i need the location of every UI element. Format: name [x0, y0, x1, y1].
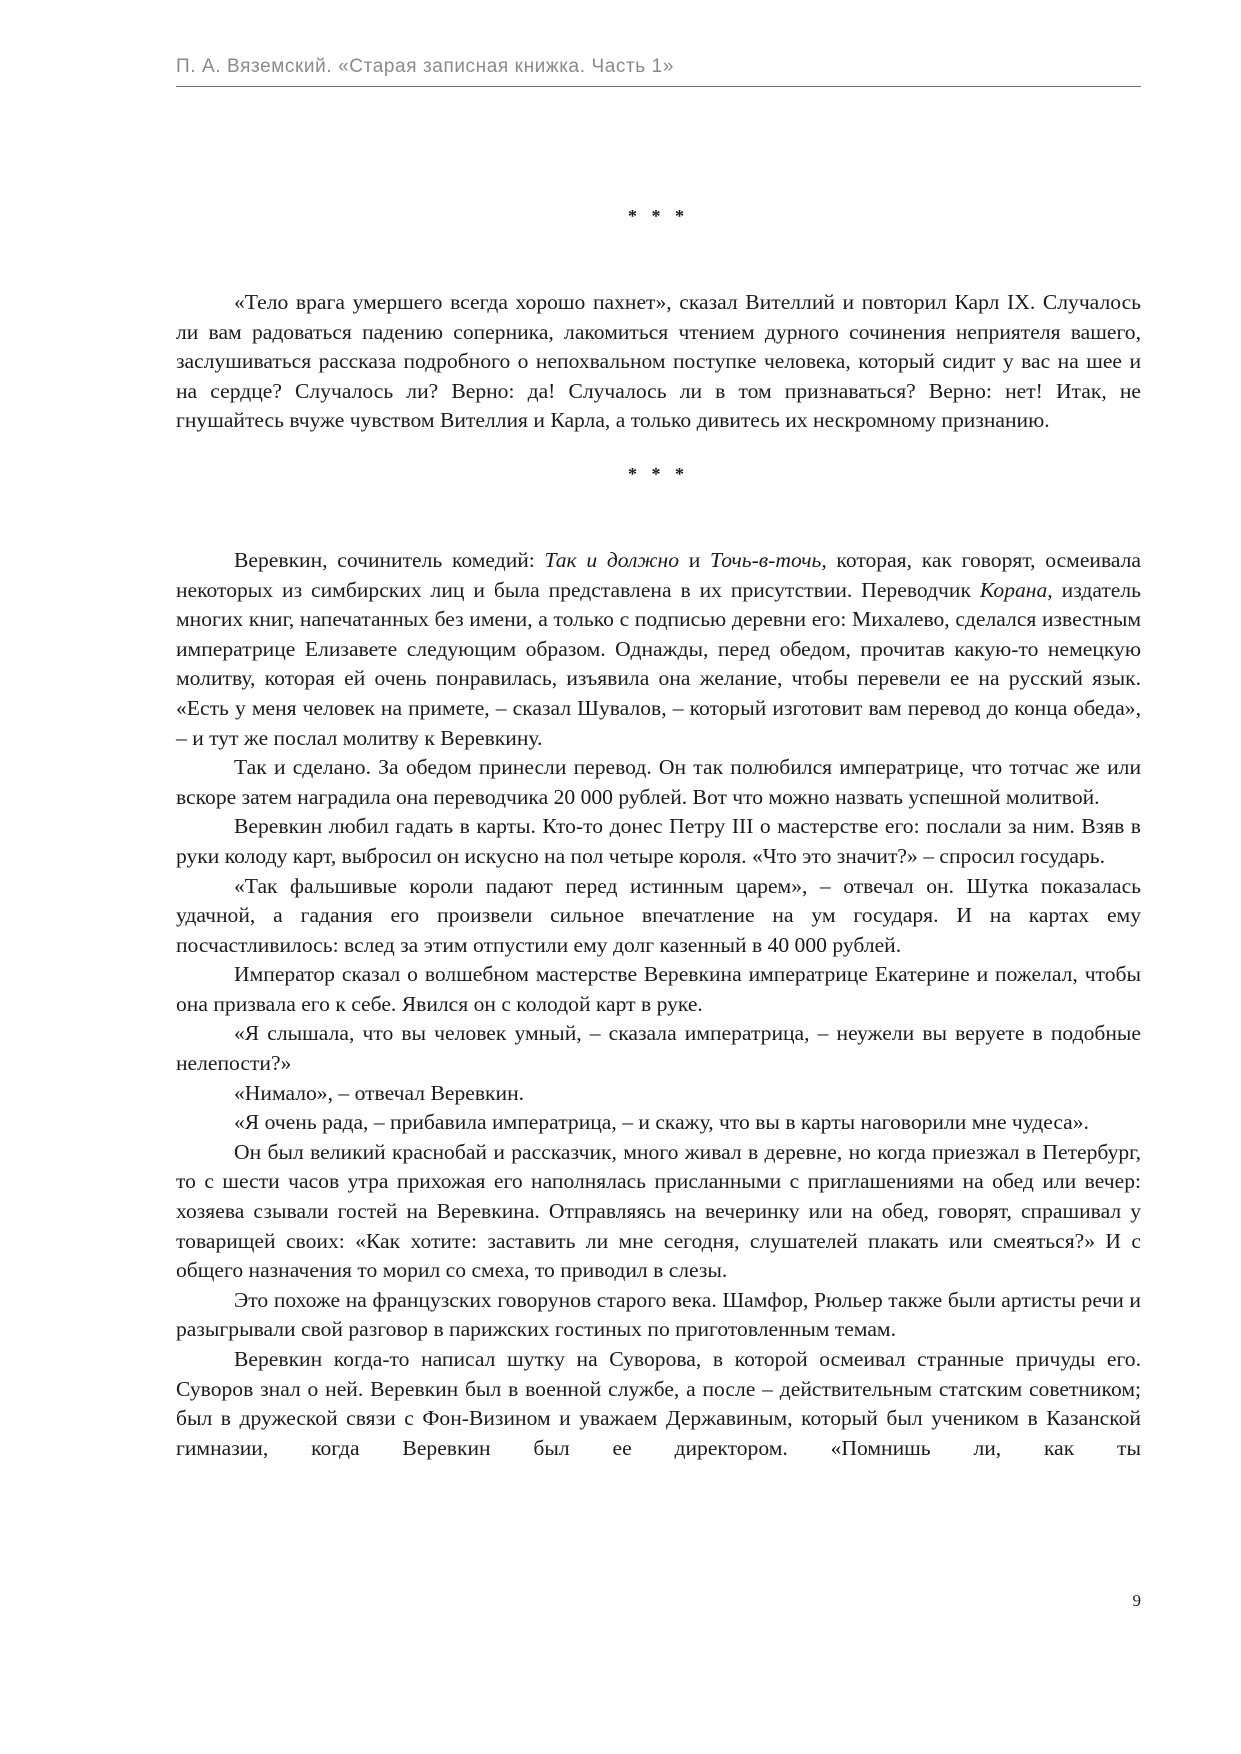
paragraph: Веревкин когда-то написал шутку на Суворова, в которой осмеивал странные причуды его. Суворов знал о ней. Веревкин был в военной службе, а после – действительным статским советником; был в дружеской связи с Фон-Визином и уважаем Державиным, который был учеником в Казанской гимназии, когда Веревкин был ее директором. «Помнишь ли, как ты	[176, 1347, 1141, 1460]
italic-title: Так и должно	[544, 547, 680, 572]
text-run: Веревкин, сочинитель комедий:	[234, 547, 545, 572]
text-run: издатель многих книг, напечатанных без имени, а только с подписью деревни его: Михалево, сделался известным императрице Елизавете следующим образом. Однажды, перед обедом, прочитав какую-то немецкую молитву, которая ей очень понравилась, изъявила она желание, чтобы перевели ее на русский язык. «Есть у меня человек на примете, – сказал Шувалов, – который изготовит вам перевод до конца обеда», – и тут же послал молитву к Веревкину.	[176, 577, 1141, 750]
paragraph: «Я слышала, что вы человек умный, – сказала императрица, – неужели вы веруете в подобные нелепости?»	[176, 1021, 1141, 1076]
paragraph: Так и сделано. За обедом принесли перевод. Он так полюбился императрице, что тотчас же или вскоре затем наградила она переводчика 20 000 рублей. Вот что можно назвать успешной молитвой.	[176, 755, 1141, 809]
italic-title: Точь-в-точь,	[710, 547, 827, 572]
section-separator: * * *	[628, 463, 689, 484]
header-rule	[176, 86, 1141, 87]
paragraph: «Тело врага умершего всегда хорошо пахнет», сказал Вителлий и повторил Карл IX. Случалось ли вам радоваться падению соперника, лакомиться чтением дурного сочинения неприятеля вашего, заслушиваться рассказа подробного о непохвальном поступке человека, который сидит у вас на шее и на сердце? Случалось ли? Верно: да! Случалось ли в том признаваться? Верно: нет! Итак, не гнушайтесь вчуже чувством Вителлия и Карла, а только дивитесь их нескромному признанию.	[176, 290, 1141, 433]
text-run: и	[679, 547, 711, 572]
paragraph: «Нимало», – отвечал Веревкин.	[234, 1080, 525, 1105]
paragraph: Это похоже на французских говорунов старого века. Шамфор, Рюльер также были артисты речи и разыгрывали свой разговор в парижских гостиных по приготовленным темам.	[176, 1287, 1141, 1342]
paragraph: «Я очень рада, – прибавила императрица, – и скажу, что вы в карты наговорили мне чудеса».	[234, 1110, 1089, 1135]
italic-title: Корана,	[979, 577, 1053, 602]
page-body	[176, 208, 1141, 1463]
paragraph: Веревкин любил гадать в карты. Кто-то донес Петру III о мастерстве его: послали за ним. Взяв в руки колоду карт, выбросил он искусно на пол четыре короля. «Что это значит?» – спросил государь.	[176, 814, 1141, 868]
text-run: которая, как говорят, осмеивала некоторых из симбирских лиц и была представлена в их присутствии. Переводчик	[176, 547, 1142, 602]
page-number: 9	[1132, 1591, 1141, 1610]
paragraph: «Так фальшивые короли падают перед истинным царем», – отвечал он. Шутка показалась удачной, а гадания его произвели сильное впечатление на ум государя. И на картах ему посчастливилось: вслед за этим отпустили ему долг казенный в 40 000 рублей.	[176, 873, 1141, 957]
paragraph: Он был великий краснобай и рассказчик, много живал в деревне, но когда приезжал в Петербург, то с шести часов утра прихожая его наполнялась присланными с приглашениями на обед или вечер: хозяева сзывали гостей на Веревкина. Отправляясь на вечеринку или на обед, говорят, спрашивал у товарищей своих: «Как хотите: заставить ли мне сегодня, слушателей плакать или смеяться?» И с общего назначения то морил со смеха, то приводил в слезы.	[176, 1139, 1141, 1283]
running-header: П. А. Вяземский. «Старая записная книжка. Часть 1»	[176, 56, 674, 77]
paragraph: Император сказал о волшебном мастерстве Веревкина императрице Екатерине и пожелал, чтобы она призвала его к себе. Явился он с колодой карт в руке.	[176, 962, 1141, 1016]
section-separator: * * *	[628, 206, 689, 226]
paragraph	[176, 546, 1141, 753]
